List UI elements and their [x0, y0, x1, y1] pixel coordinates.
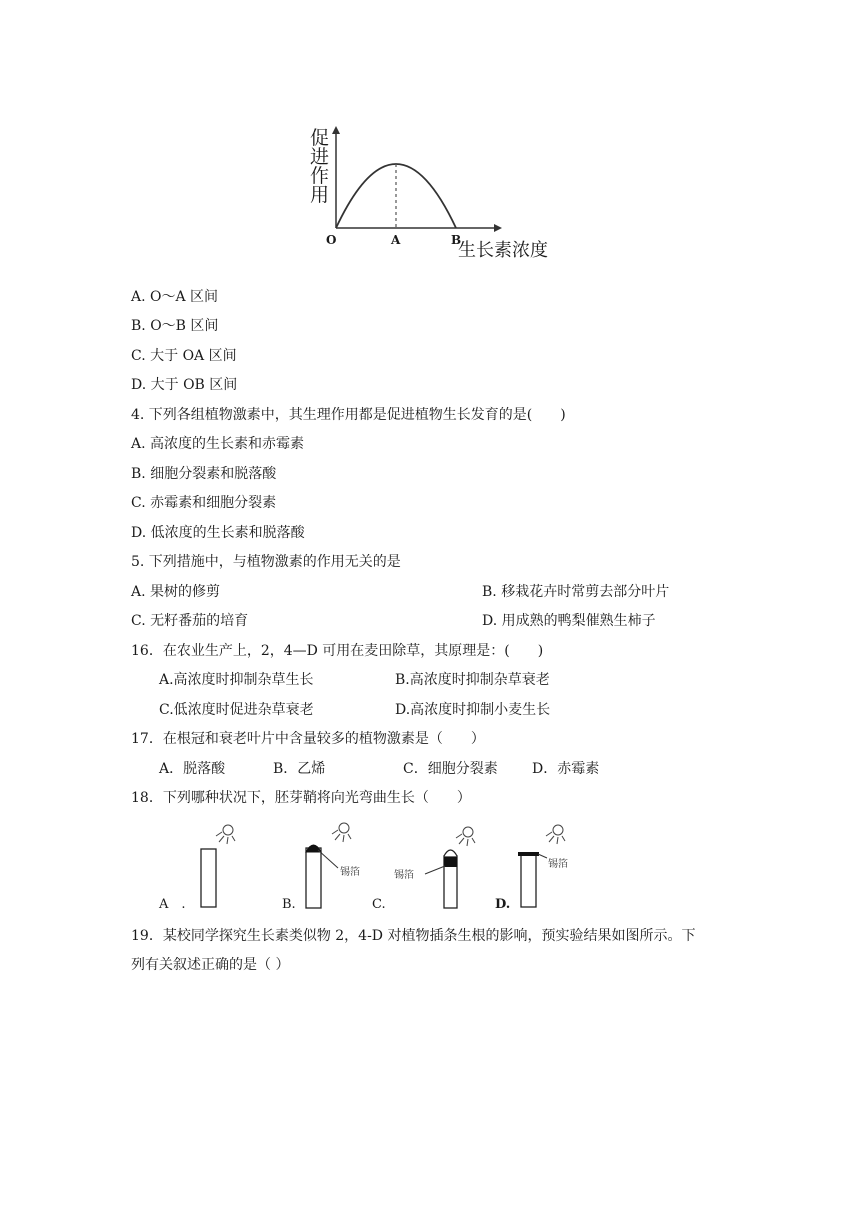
q17-option-c: C．细胞分裂素 [403, 761, 498, 777]
q5-stem: 5. 下列措施中，与植物激素的作用无关的是 [131, 554, 401, 570]
q17-option-d: D．赤霉素 [532, 761, 600, 777]
point-b-label: B [451, 233, 462, 247]
q4-stem: 4. 下列各组植物激素中，其生理作用都是促进植物生长发育的是( ) [131, 407, 566, 423]
growth-curve-graph [300, 120, 560, 265]
q18-caption-a: A . [159, 897, 186, 912]
q18-caption-d: D. [495, 897, 511, 912]
q19-stem-line2: 列有关叙述正确的是（ ） [131, 957, 290, 973]
q5-option-a: A. 果树的修剪 [131, 584, 221, 600]
x-axis-label: 生长素浓度 [458, 240, 548, 261]
coleoptile [306, 848, 321, 908]
sun-icon [546, 825, 565, 844]
q17-option-b: B．乙烯 [273, 761, 326, 777]
q3-option-a: A. O～A 区间 [131, 289, 219, 305]
q3-option-c: C. 大于 OA 区间 [131, 348, 237, 364]
q19-stem-line1: 19．某校同学探究生长素类似物 2，4-D 对植物插条生根的影响，预实验结果如图所示。下 [131, 928, 696, 944]
q16-option-a: A.高浓度时抑制杂草生长 [159, 672, 314, 688]
q5-option-d: D. 用成熟的鸭梨催熟生柿子 [482, 613, 656, 629]
coleoptile-tip [444, 850, 457, 856]
sun-icon [456, 827, 475, 846]
foil-label: 锡箔 [394, 870, 414, 881]
x-axis-arrow-icon [494, 224, 502, 232]
q17-stem: 17．在根冠和衰老叶片中含量较多的植物激素是（ ） [131, 731, 485, 747]
foil-label: 锡箔 [548, 859, 568, 870]
q16-stem: 16．在农业生产上，2，4—D 可用在麦田除草，其原理是：( ) [131, 643, 544, 659]
q3-option-d: D. 大于 OB 区间 [131, 377, 238, 393]
q16-option-b: B.高浓度时抑制杂草衰老 [395, 672, 550, 688]
q16-option-c: C.低浓度时促进杂草衰老 [159, 702, 314, 718]
point-a-label: A [391, 233, 401, 247]
sun-icon [216, 825, 235, 844]
q4-option-d: D. 低浓度的生长素和脱落酸 [131, 525, 305, 541]
y-axis-label-2: 进 [310, 146, 330, 168]
q5-option-b: B. 移栽花卉时常剪去部分叶片 [482, 584, 670, 600]
coleoptile-diagram-a [190, 820, 250, 910]
foil-slab [518, 852, 539, 856]
q18-caption-c: C. [372, 897, 386, 912]
coleoptile-diagram-d [510, 820, 600, 910]
q16-option-d: D.高浓度时抑制小麦生长 [395, 702, 551, 718]
q4-option-a: A. 高浓度的生长素和赤霉素 [131, 436, 305, 452]
y-axis-label-3: 作 [310, 165, 330, 187]
y-axis-arrow-icon [332, 126, 340, 134]
coleoptile [521, 855, 536, 907]
q5-option-c: C. 无籽番茄的培育 [131, 613, 249, 629]
q18-caption-b: B. [282, 897, 296, 912]
origin-label: O [326, 233, 337, 247]
q4-option-c: C. 赤霉素和细胞分裂素 [131, 495, 277, 511]
y-axis-label-4: 用 [310, 184, 330, 206]
q3-option-b: B. O～B 区间 [131, 318, 219, 334]
foil-label: 锡箔 [340, 867, 360, 878]
foil-band [444, 857, 457, 867]
foil-pointer-line [425, 866, 445, 874]
coleoptile [201, 849, 216, 907]
y-axis-label-1: 促 [310, 127, 330, 149]
foil-pointer-line [538, 854, 547, 858]
coleoptile-diagram-c [388, 822, 488, 910]
q4-option-b: B. 细胞分裂素和脱落酸 [131, 466, 277, 482]
q18-stem: 18．下列哪种状况下，胚芽鞘将向光弯曲生长（ ） [131, 790, 471, 806]
q17-option-a: A．脱落酸 [159, 761, 226, 777]
sun-icon [332, 823, 351, 842]
